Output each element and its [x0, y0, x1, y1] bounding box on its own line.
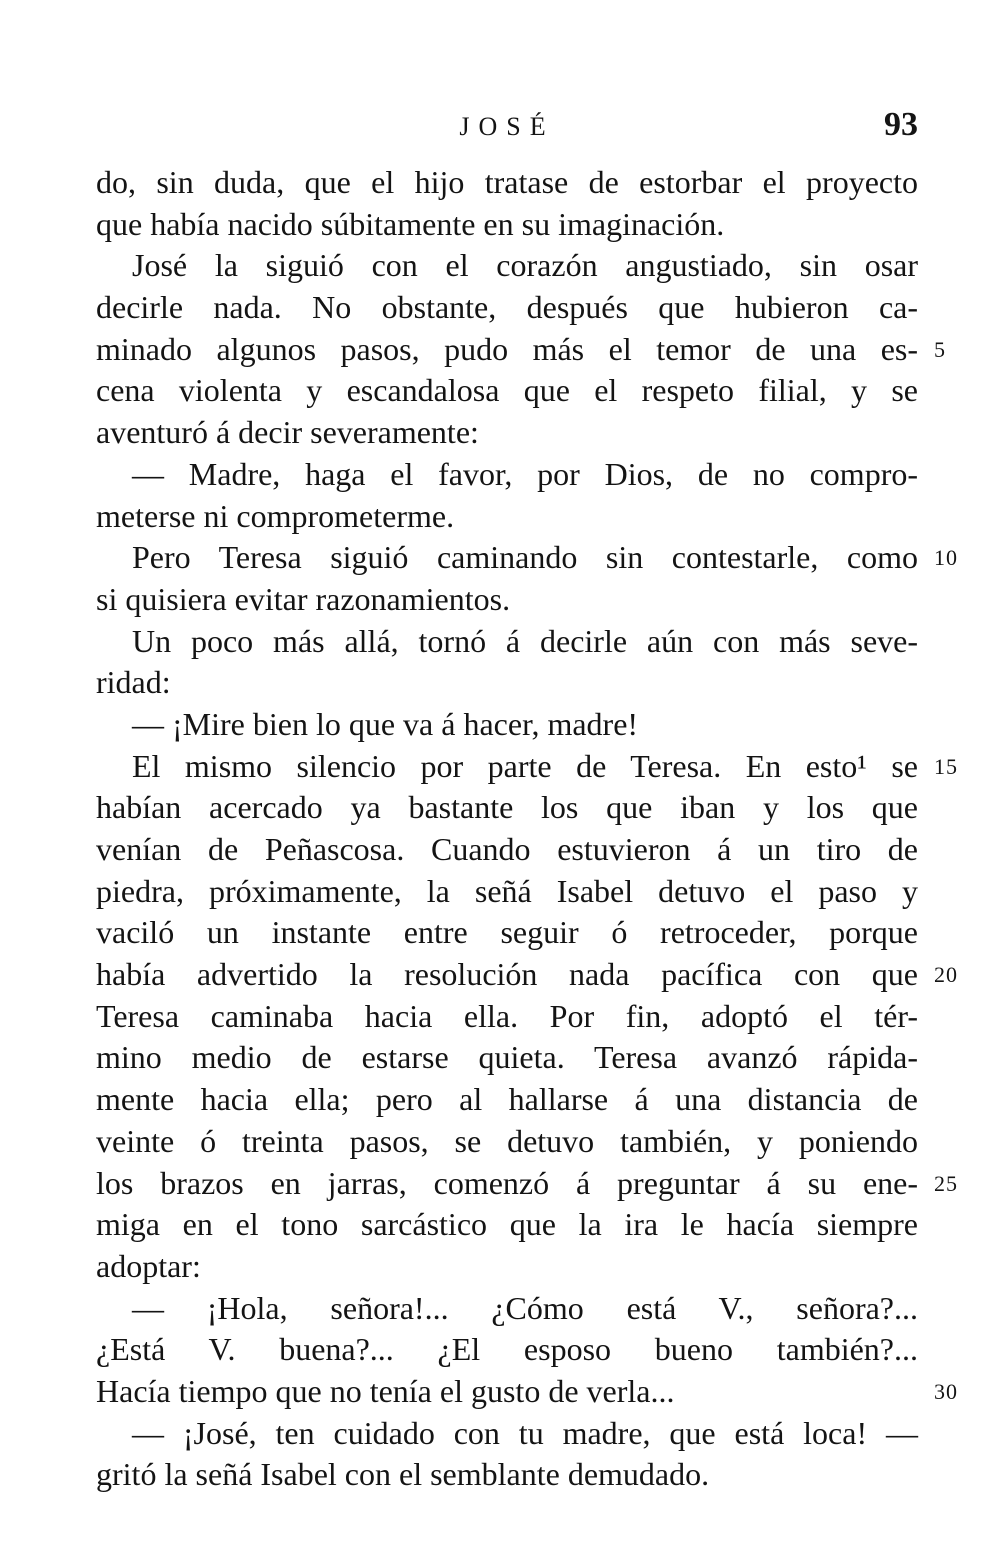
text-line	[96, 1037, 918, 1079]
line-text: minado algunos pasos, pudo más el temor de una es-	[96, 330, 918, 367]
line-text: — ¡Hola, señora!... ¿Cómo está V., señora?...	[132, 1289, 918, 1326]
text-line	[96, 871, 918, 913]
text-line	[96, 954, 958, 996]
line-text: Teresa caminaba hacia ella. Por fin, adoptó el tér-	[96, 997, 918, 1034]
line-number: 30	[934, 1378, 958, 1404]
text-line	[96, 787, 918, 829]
line-number: 5	[934, 336, 946, 362]
text-line	[96, 621, 918, 663]
line-number: 10	[934, 545, 958, 571]
text-line	[96, 245, 918, 287]
text-line	[96, 496, 918, 538]
text-line	[96, 162, 918, 204]
text-line	[96, 704, 918, 746]
line-text: venían de Peñascosa. Cuando estuvieron á un tiro de	[96, 831, 918, 867]
line-text: mino medio de estarse quieta. Teresa avanzó rápida-	[96, 1039, 918, 1076]
line-text: gritó la señá Isabel con el semblante demudado.	[96, 1456, 710, 1493]
line-text: piedra, próximamente, la señá Isabel detuvo el paso y	[96, 872, 918, 909]
text-line	[96, 537, 958, 579]
line-text: vaciló un instante entre seguir ó retroceder, porque	[96, 914, 918, 951]
text-line	[96, 1413, 918, 1455]
text-line	[96, 329, 946, 371]
text-line	[96, 579, 918, 621]
line-number: 25	[934, 1170, 958, 1196]
line-text: los brazos en jarras, comenzó á preguntar á su ene-	[96, 1164, 918, 1201]
line-text: aventuró á decir severamente:	[96, 414, 479, 451]
text-line	[96, 1204, 918, 1246]
running-head-title: JOSÉ	[459, 112, 555, 141]
line-text: — ¡José, ten cuidado con tu madre, que está loca! —	[132, 1414, 918, 1451]
line-text: do, sin duda, que el hijo tratase de estorbar el proyecto	[96, 164, 918, 200]
line-text: había advertido la resolución nada pacífica con que	[96, 956, 918, 993]
text-line	[96, 1329, 918, 1371]
line-text: mente hacia ella; pero al hallarse á una distancia de	[96, 1081, 918, 1118]
line-text: José la siguió con el corazón angustiado, sin osar	[132, 247, 918, 284]
text-line	[96, 370, 918, 412]
text-line	[96, 829, 918, 871]
text-line	[96, 1288, 918, 1330]
line-text: El mismo silencio por parte de Teresa. En esto¹ se	[132, 747, 918, 784]
line-text: adoptar:	[96, 1247, 201, 1284]
text-line	[96, 1371, 958, 1413]
line-text: — ¡Mire bien lo que va á hacer, madre!	[132, 705, 639, 742]
line-text: que había nacido súbitamente en su imaginación.	[96, 205, 725, 242]
line-text: decirle nada. No obstante, después que hubieron ca-	[96, 289, 918, 326]
line-text: Hacía tiempo que no tenía el gusto de verla...	[96, 1372, 675, 1409]
line-text: meterse ni comprometerme.	[96, 497, 455, 534]
text-line	[96, 912, 918, 954]
line-text: si quisiera evitar razonamientos.	[96, 580, 511, 617]
text-line	[96, 454, 918, 496]
line-number: 15	[934, 753, 958, 779]
line-text: habían acercado ya bastante los que iban y los que	[96, 789, 918, 826]
text-line	[96, 1163, 958, 1205]
running-head	[96, 106, 918, 150]
line-text: ridad:	[96, 664, 171, 701]
text-line	[96, 1079, 918, 1121]
text-line	[96, 996, 918, 1038]
line-text: ¿Está V. buena?... ¿El esposo bueno también?...	[96, 1331, 918, 1368]
line-text: — Madre, haga el favor, por Dios, de no compro-	[132, 455, 918, 492]
text-line	[96, 412, 918, 454]
text-line	[96, 287, 918, 329]
text-line	[96, 204, 918, 246]
page-number: 93	[884, 106, 918, 143]
text-line	[96, 746, 958, 788]
line-text: cena violenta y escandalosa que el respeto filial, y se	[96, 372, 918, 409]
text-line	[96, 1121, 918, 1163]
line-text: Pero Teresa siguió caminando sin contestarle, como	[132, 539, 918, 576]
text-line	[96, 1246, 918, 1288]
line-text: Un poco más allá, tornó á decirle aún con más seve-	[132, 622, 918, 659]
text-line	[96, 1454, 918, 1496]
line-number: 20	[934, 962, 958, 988]
line-text: miga en el tono sarcástico que la ira le hacía siempre	[96, 1206, 918, 1243]
body-text	[96, 162, 958, 1496]
line-text: veinte ó treinta pasos, se detuvo también, y poniendo	[96, 1122, 918, 1159]
text-line	[96, 662, 918, 704]
